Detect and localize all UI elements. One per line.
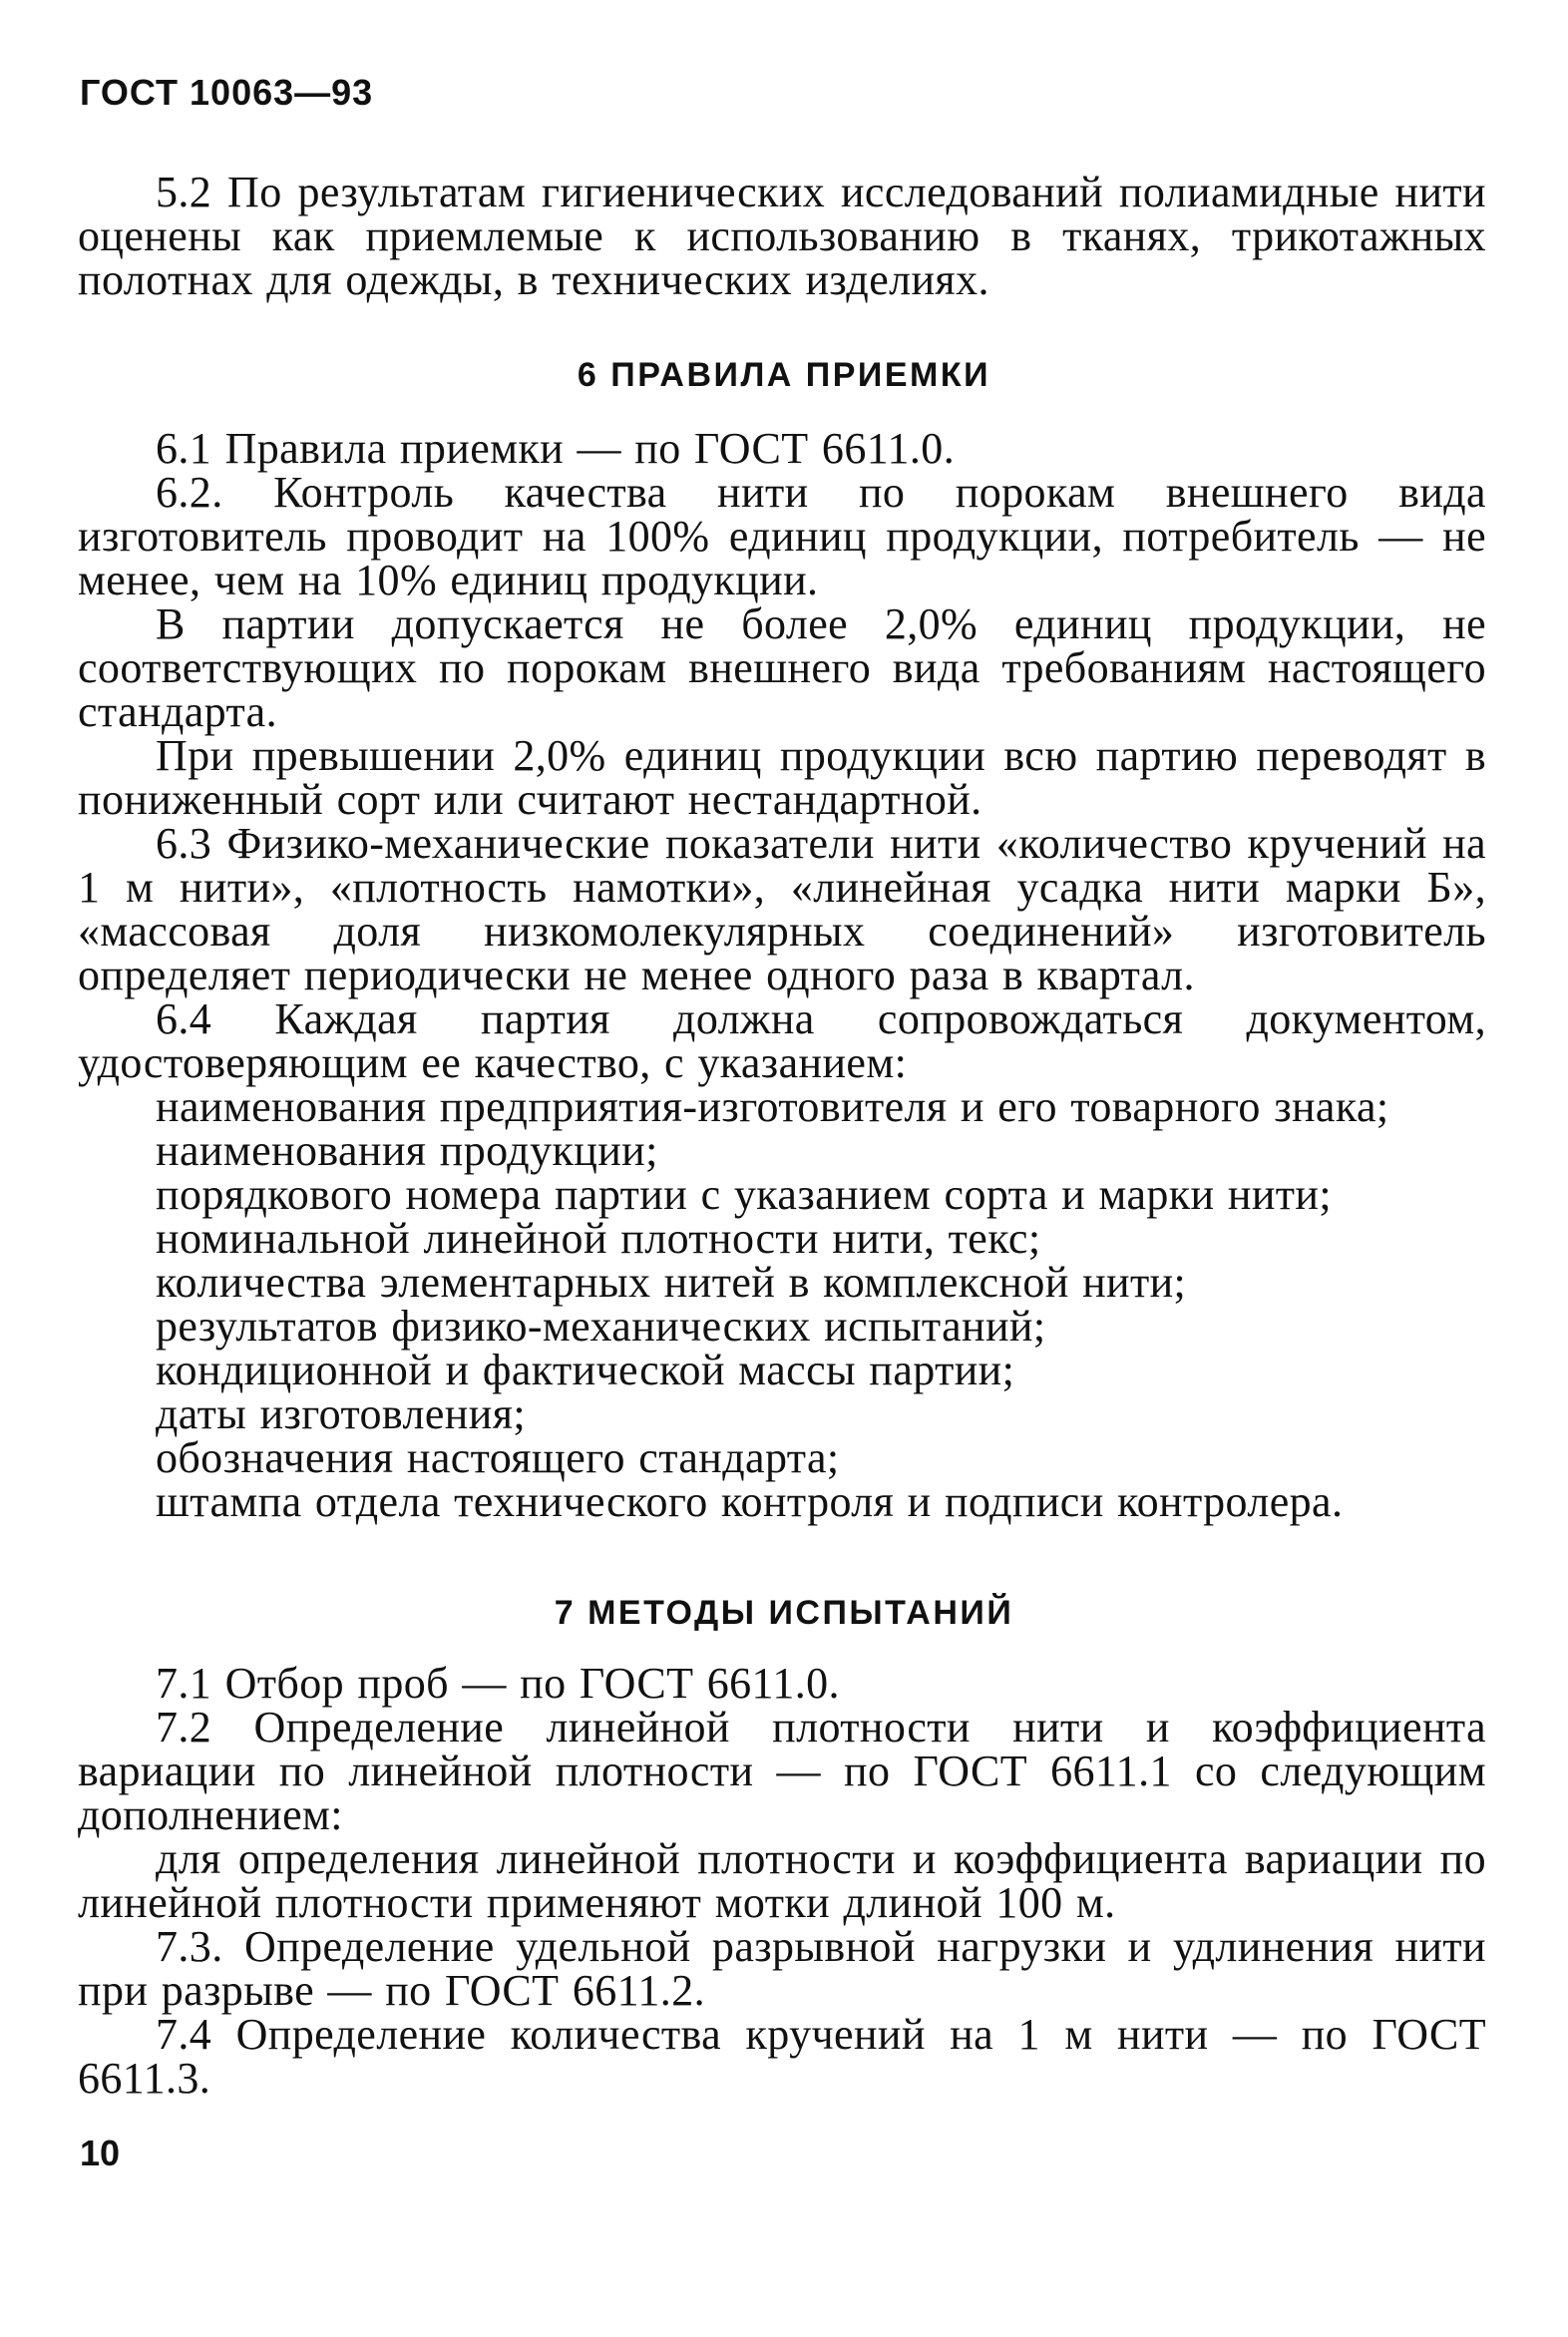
list-item: номинальной линейной плотности нити, текс; — [156, 1214, 1041, 1263]
section-6-title: 6 ПРАВИЛА ПРИЕМКИ — [577, 356, 991, 394]
paragraph-7-4: 7.4 Определение количества кручений на 1 м нити — по ГОСТ 6611.3. — [78, 2010, 1486, 2103]
list-item: кондиционной и фактической массы партии; — [156, 1346, 1015, 1394]
paragraph-7-2: 7.2 Определение линейной плотности нити и коэффициента вариации по линейной плотности — по ГОСТ 6611.1 со следующим дополнением: — [78, 1703, 1486, 1839]
list-item: даты изготовления; — [156, 1389, 526, 1438]
section-6-body — [78, 424, 1486, 1526]
paragraph-6-1: 6.1 Правила приемки — по ГОСТ 6611.0. — [156, 424, 956, 473]
paragraph-7-2-b: для определения линейной плотности и коэффициента вариации по линейной плотности применяют мотки длиной 100 м. — [78, 1834, 1486, 1927]
paragraph-6-2-b: В партии допускается не более 2,0% единиц продукции, не соответствующих по порокам внешнего вида требованиям настоящего стандарта. — [78, 599, 1486, 736]
list-item: штампа отдела технического контроля и подписи контролера. — [156, 1477, 1344, 1526]
paragraph-6-4: 6.4 Каждая партия должна сопровождаться документом, удостоверяющим ее качество, с указанием: — [78, 994, 1486, 1087]
paragraph-6-3: 6.3 Физико-механические показатели нити «количество кручений на 1 м нити», «плотность намотки», «линейная усадка нити марки Б», «массовая доля низкомолекулярных соединений» изготовитель определяет периодически не менее одного раза в квартал. — [78, 819, 1486, 999]
list-item: наименования предприятия-изготовителя и его товарного знака; — [156, 1082, 1389, 1131]
paragraph-5-2: 5.2 По результатам гигиенических исследований полиамидные нити оценены как приемлемые к использованию в тканях, трикотажных полотнах для одежды, в технических изделиях. — [78, 168, 1486, 304]
section-5-body — [78, 168, 1486, 304]
paragraph-6-2-c: При превышении 2,0% единиц продукции всю партию переводят в пониженный сорт или считают нестандартной. — [78, 731, 1486, 824]
document-requirements-list — [78, 1082, 1486, 1526]
paragraph-6-2: 6.2. Контроль качества нити по порокам внешнего вида изготовитель проводит на 100% единиц продукции, потребитель — не менее, чем на 10% единиц продукции. — [78, 468, 1486, 604]
section-7-body — [78, 1659, 1486, 2103]
paragraph-7-3: 7.3. Определение удельной разрывной нагрузки и удлинения нити при разрыве — по ГОСТ 6611.2. — [78, 1922, 1486, 2015]
page-number: 10 — [80, 2133, 121, 2173]
list-item: результатов физико-механических испытаний; — [156, 1302, 1046, 1351]
section-7-title: 7 МЕТОДЫ ИСПЫТАНИЙ — [554, 1594, 1014, 1632]
paragraph-7-1: 7.1 Отбор проб — по ГОСТ 6611.0. — [156, 1659, 840, 1708]
list-item: обозначения настоящего стандарта; — [156, 1433, 840, 1482]
list-item: количества элементарных нитей в комплексной нити; — [156, 1258, 1187, 1307]
running-header: ГОСТ 10063—93 — [80, 72, 374, 113]
list-item: наименования продукции; — [156, 1126, 658, 1175]
list-item: порядкового номера партии с указанием сорта и марки нити; — [156, 1170, 1332, 1219]
